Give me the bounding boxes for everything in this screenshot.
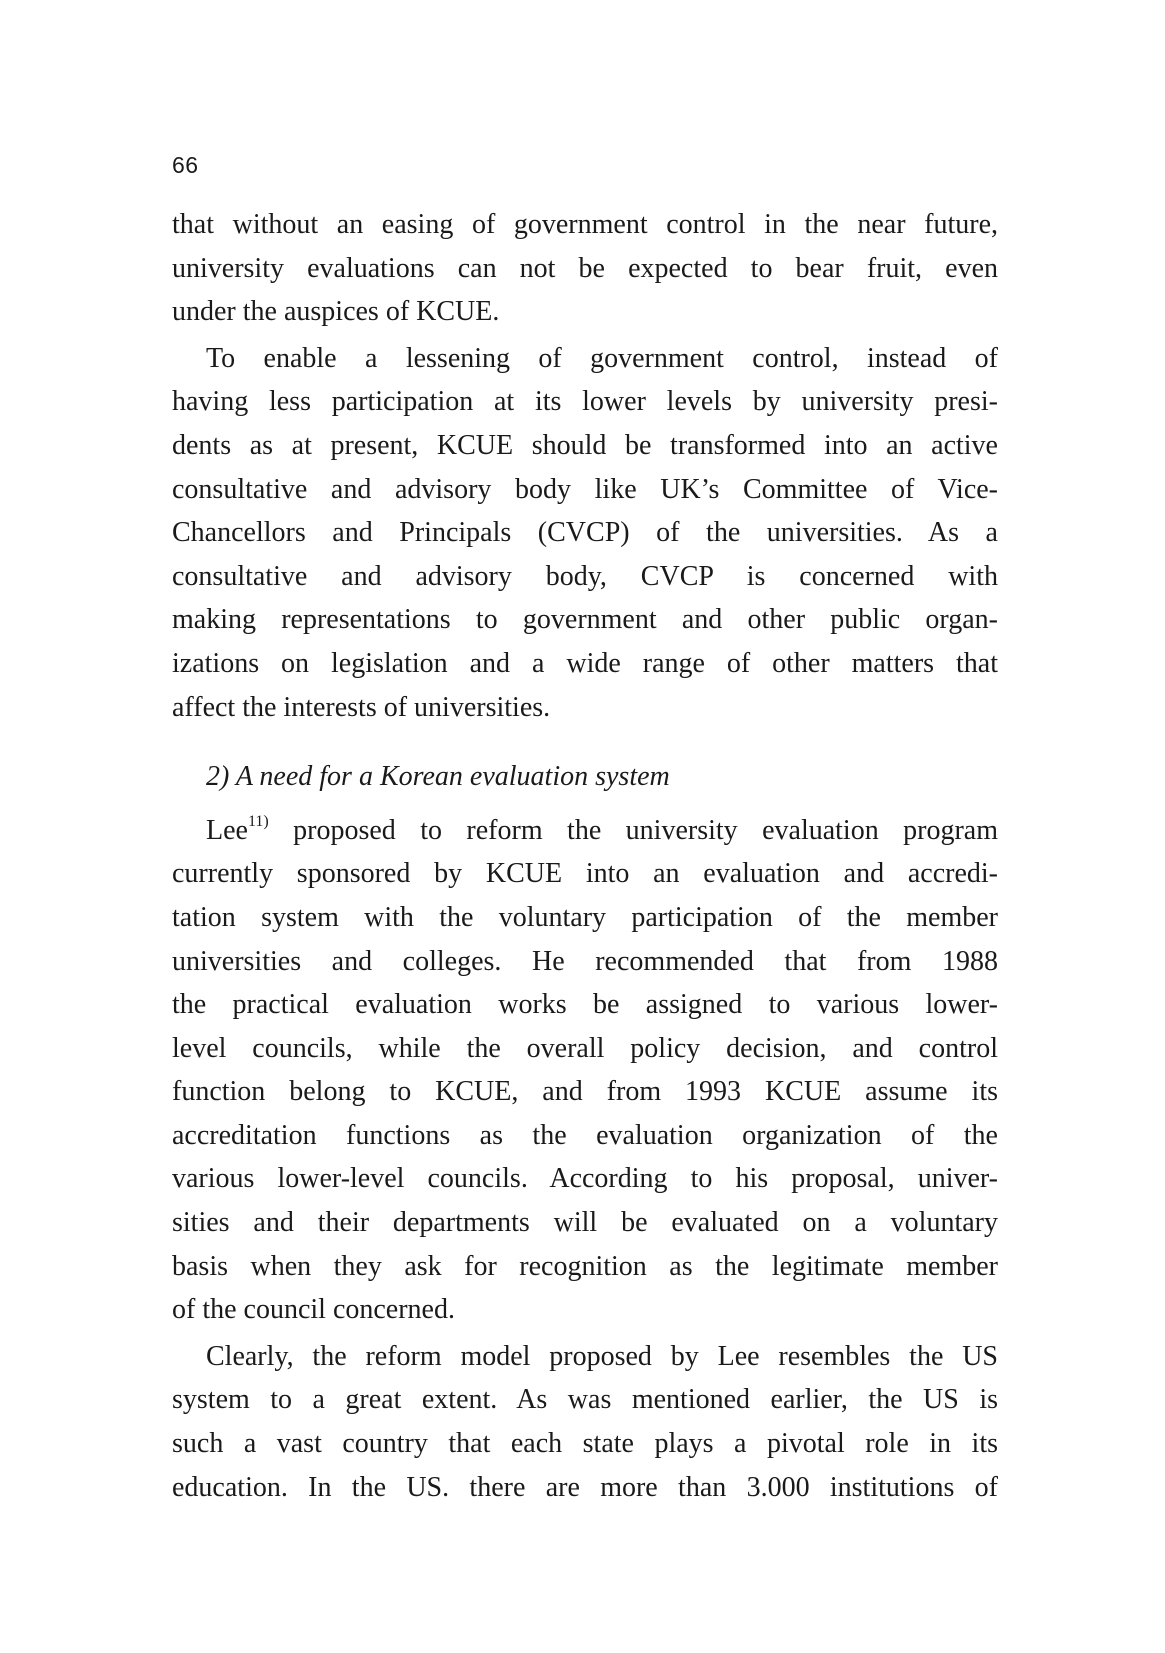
- text-line: currently sponsored by KCUE into an evaluation and accredi-: [172, 858, 998, 890]
- section-heading: 2) A need for a Korean evaluation system: [206, 761, 670, 793]
- paragraph-1: [172, 203, 998, 334]
- text-line: various lower-level councils. According to his proposal, univer-: [172, 1163, 998, 1195]
- text-line: accreditation functions as the evaluation organization of the: [172, 1119, 998, 1151]
- text-line: the practical evaluation works be assigned to various lower-: [172, 989, 998, 1021]
- paragraph-4: [172, 1335, 998, 1509]
- text-line: that without an easing of government control in the near future,: [172, 209, 998, 240]
- text-line: making representations to government and other public organ-: [172, 604, 998, 636]
- paragraph-3: [172, 809, 998, 1332]
- text-line: izations on legislation and a wide range of other matters that: [172, 647, 998, 679]
- text-line: consultative and advisory body like UK’s Committee of Vice-: [172, 473, 998, 505]
- text-line: function belong to KCUE, and from 1993 KCUE assume its: [172, 1076, 998, 1108]
- page-number: 66: [172, 152, 199, 178]
- text-line: affect the interests of universities.: [172, 691, 551, 723]
- text-line: [172, 809, 998, 853]
- footnote-reference[interactable]: 11): [247, 812, 269, 830]
- text-line: university evaluations can not be expected to bear fruit, even: [172, 252, 998, 284]
- text-line: tation system with the voluntary participation of the member: [172, 901, 998, 933]
- text-line: system to a great extent. As was mentioned earlier, the US is: [172, 1384, 998, 1416]
- text-line: having less participation at its lower levels by university presi-: [172, 386, 998, 418]
- text-line: of the council concerned.: [172, 1294, 455, 1326]
- text-line: Clearly, the reform model proposed by Lee resembles the US: [206, 1340, 998, 1372]
- text-line: dents as at present, KCUE should be transformed into an active: [172, 429, 998, 461]
- paragraph-2: [172, 337, 998, 729]
- text-line: sities and their departments will be evaluated on a voluntary: [172, 1207, 998, 1239]
- text-line: such a vast country that each state plays a pivotal role in its: [172, 1428, 998, 1460]
- text-line: To enable a lessening of government control, instead of: [206, 342, 998, 374]
- author-name: Lee: [206, 814, 248, 846]
- text-line: Chancellors and Principals (CVCP) of the universities. As a: [172, 517, 998, 549]
- text-line: education. In the US. there are more than 3.000 institutions of: [172, 1471, 998, 1503]
- body-text: [172, 203, 998, 1509]
- text-line: level councils, while the overall policy decision, and control: [172, 1032, 998, 1064]
- text-fragment: proposed to reform the university evaluation program: [268, 814, 998, 846]
- text-line: under the auspices of KCUE.: [172, 296, 500, 328]
- text-line: consultative and advisory body, CVCP is concerned with: [172, 560, 998, 592]
- text-line: basis when they ask for recognition as the legitimate member: [172, 1250, 998, 1282]
- text-line: universities and colleges. He recommended that from 1988: [172, 945, 998, 977]
